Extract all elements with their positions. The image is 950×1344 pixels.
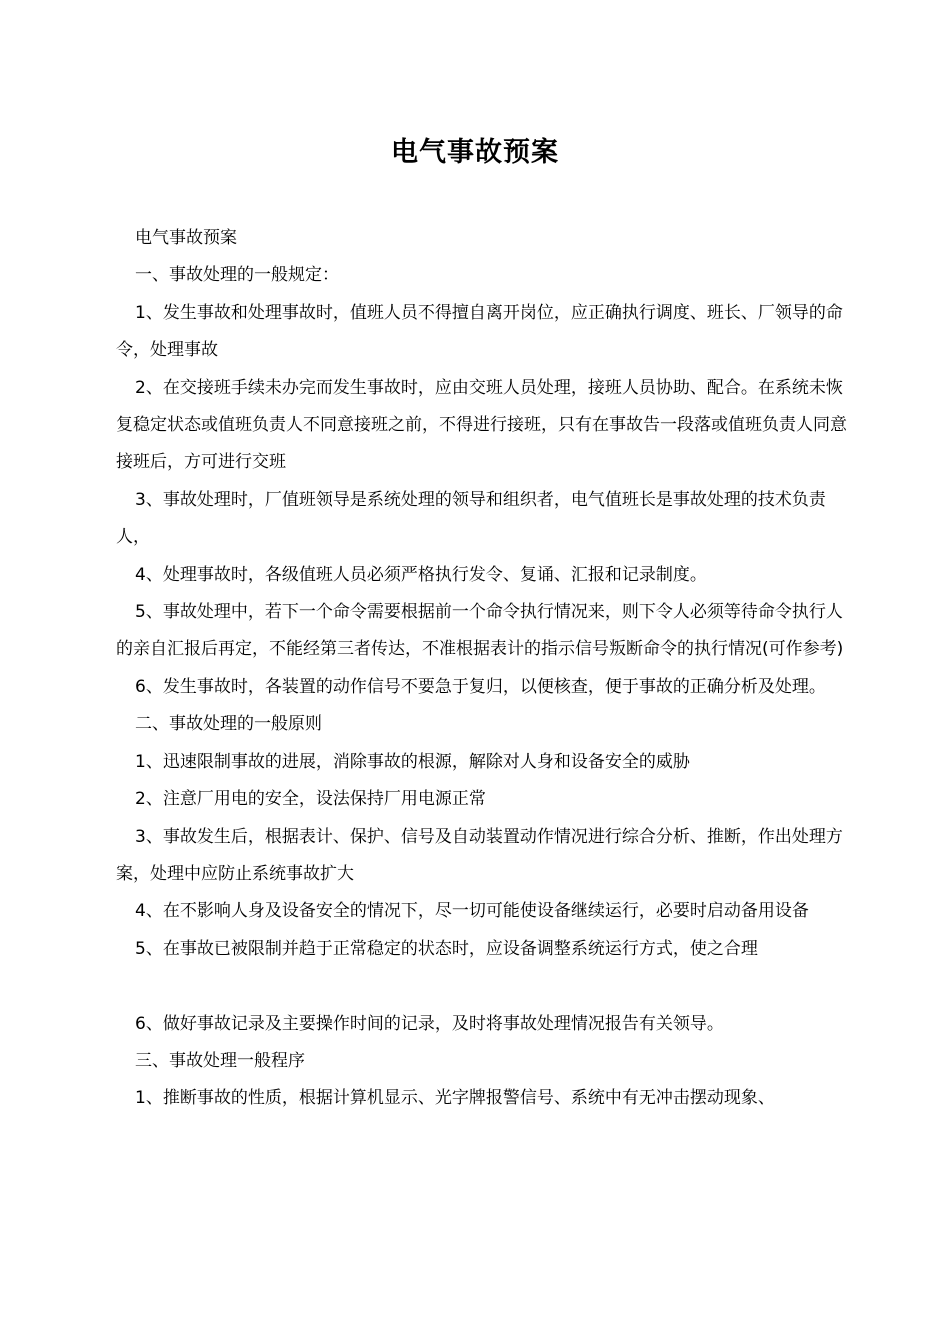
paragraph: 1、迅速限制事故的进展，消除事故的根源，解除对人身和设备安全的威胁 bbox=[135, 751, 690, 772]
document-title: 电气事故预案 bbox=[391, 137, 559, 168]
paragraph-heading: 电气事故预案 bbox=[135, 228, 237, 248]
paragraph: 6、发生事故时，各装置的动作信号不要急于复归，以便核查，便于事故的正确分析及处理。 bbox=[135, 676, 826, 697]
paragraph: 4、处理事故时，各级值班人员必须严格执行发令、复诵、汇报和记录制度。 bbox=[135, 564, 707, 585]
paragraph: 3、事故发生后，根据表计、保护、信号及自动装置动作情况进行综合分析、推断，作出处理方案，处理中应防止系统事故扩大 bbox=[116, 826, 843, 884]
paragraph: 5、在事故已被限制并趋于正常稳定的状态时，应设备调整系统运行方式，使之合理 bbox=[135, 938, 758, 959]
section-heading-2: 二、事故处理的一般原则 bbox=[135, 714, 322, 735]
paragraph: 2、在交接班手续未办完而发生事故时，应由交班人员处理，接班人员协助、配合。在系统未恢复稳定状态或值班负责人不同意接班之前，不得进行接班，只有在事故告一段落或值班负责人同意接班后，方可进行交班 bbox=[116, 377, 847, 473]
paragraph: 1、发生事故和处理事故时，值班人员不得擅自离开岗位，应正确执行调度、班长、厂领导的命令，处理事故 bbox=[116, 302, 843, 361]
paragraph: 2、注意厂用电的安全，设法保持厂用电源正常 bbox=[135, 789, 486, 810]
paragraph: 5、事故处理中，若下一个命令需要根据前一个命令执行情况来，则下令人必须等待命令执行人的亲自汇报后再定，不能经第三者传达，不准根据表计的指示信号叛断命令的执行情况(可作参考) bbox=[116, 602, 844, 660]
paragraph: 3、事故处理时，厂值班领导是系统处理的领导和组织者，电气值班长是事故处理的技术负责人， bbox=[116, 489, 826, 548]
paragraph: 4、在不影响人身及设备安全的情况下，尽一切可能使设备继续运行，必要时启动备用设备 bbox=[135, 901, 809, 922]
section-heading-1: 一、事故处理的一般规定： bbox=[135, 265, 339, 286]
paragraph: 6、做好事故记录及主要操作时间的记录，及时将事故处理情况报告有关领导。 bbox=[135, 1013, 724, 1034]
paragraph: 1、推断事故的性质，根据计算机显示、光字牌报警信号、系统中有无冲击摆动现象、 bbox=[135, 1088, 775, 1109]
document-body bbox=[116, 220, 856, 1118]
section-heading-3: 三、事故处理一般程序 bbox=[135, 1050, 305, 1071]
